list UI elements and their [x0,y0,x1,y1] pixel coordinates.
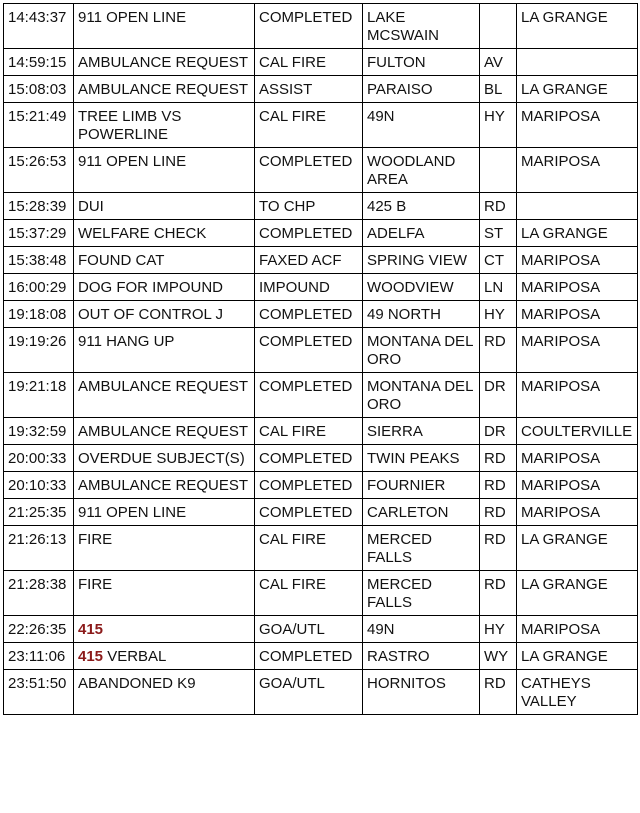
call-type-label: WELFARE CHECK [78,225,207,242]
disposition-cell: ASSIST [255,76,363,103]
call-type-cell [74,373,255,418]
time-cell: 15:26:53 [4,148,74,193]
call-type-cell [74,670,255,715]
street-suffix-cell: RD [480,193,517,220]
time-cell: 14:43:37 [4,4,74,49]
call-type-cell [74,76,255,103]
call-type-cell [74,616,255,643]
time-cell: 15:37:29 [4,220,74,247]
disposition-cell: COMPLETED [255,301,363,328]
street-cell: WOODVIEW [363,274,480,301]
table-row [4,472,638,499]
disposition-cell: COMPLETED [255,328,363,373]
city-cell [517,49,638,76]
call-type-label: FIRE [78,576,113,593]
disposition-cell: COMPLETED [255,148,363,193]
time-cell: 23:51:50 [4,670,74,715]
disposition-cell: COMPLETED [255,499,363,526]
disposition-cell: TO CHP [255,193,363,220]
city-cell [517,193,638,220]
city-cell: MARIPOSA [517,373,638,418]
time-cell: 19:32:59 [4,418,74,445]
street-cell: 49 NORTH [363,301,480,328]
call-type-cell [74,49,255,76]
street-cell: RASTRO [363,643,480,670]
city-cell: MARIPOSA [517,274,638,301]
city-cell: MARIPOSA [517,472,638,499]
table-row [4,193,638,220]
table-row [4,373,638,418]
time-cell: 19:21:18 [4,373,74,418]
street-cell: SIERRA [363,418,480,445]
time-cell: 22:26:35 [4,616,74,643]
call-type-label: FOUND CAT [78,252,165,269]
city-cell: MARIPOSA [517,445,638,472]
call-type-cell [74,301,255,328]
street-cell: ADELFA [363,220,480,247]
time-cell: 21:28:38 [4,571,74,616]
disposition-cell: CAL FIRE [255,418,363,445]
city-cell: LA GRANGE [517,571,638,616]
disposition-cell: COMPLETED [255,220,363,247]
street-cell: MONTANA DEL ORO [363,373,480,418]
table-row [4,103,638,148]
call-type-label: ABANDONED K9 [78,675,196,692]
call-type-label: OUT OF CONTROL J [78,306,224,323]
time-cell: 23:11:06 [4,643,74,670]
street-suffix-cell: DR [480,373,517,418]
table-row [4,571,638,616]
city-cell: MARIPOSA [517,148,638,193]
disposition-cell: FAXED ACF [255,247,363,274]
call-type-cell [74,418,255,445]
disposition-cell: COMPLETED [255,373,363,418]
call-type-cell [74,445,255,472]
street-cell: MONTANA DEL ORO [363,328,480,373]
time-cell: 19:18:08 [4,301,74,328]
disposition-cell: CAL FIRE [255,103,363,148]
call-type-cell [74,328,255,373]
street-suffix-cell: HY [480,301,517,328]
time-cell: 16:00:29 [4,274,74,301]
disposition-cell: CAL FIRE [255,49,363,76]
table-row [4,247,638,274]
call-type-cell [74,148,255,193]
table-row [4,499,638,526]
call-type-cell [74,526,255,571]
call-type-cell [74,247,255,274]
street-cell: HORNITOS [363,670,480,715]
city-cell: MARIPOSA [517,616,638,643]
street-cell: LAKE MCSWAIN [363,4,480,49]
time-cell: 19:19:26 [4,328,74,373]
city-cell: LA GRANGE [517,526,638,571]
call-type-label: AMBULANCE REQUEST [78,423,249,440]
call-code-label: 415 [78,621,104,638]
street-suffix-cell: RD [480,571,517,616]
table-row [4,301,638,328]
street-cell: CARLETON [363,499,480,526]
call-type-label: 911 HANG UP [78,333,175,350]
call-type-cell [74,103,255,148]
street-suffix-cell [480,148,517,193]
street-suffix-cell [480,4,517,49]
street-suffix-cell: LN [480,274,517,301]
street-suffix-cell: RD [480,328,517,373]
call-type-cell [74,193,255,220]
table-row [4,670,638,715]
disposition-cell: CAL FIRE [255,526,363,571]
time-cell: 20:10:33 [4,472,74,499]
city-cell: MARIPOSA [517,328,638,373]
street-suffix-cell: RD [480,445,517,472]
table-row [4,49,638,76]
disposition-cell: GOA/UTL [255,616,363,643]
disposition-cell: CAL FIRE [255,571,363,616]
time-cell: 21:25:35 [4,499,74,526]
street-suffix-cell: RD [480,670,517,715]
table-row [4,4,638,49]
street-cell: MERCED FALLS [363,571,480,616]
call-type-label: DOG FOR IMPOUND [78,279,223,296]
street-suffix-cell: ST [480,220,517,247]
call-type-label: TREE LIMB VS POWERLINE [78,108,186,143]
street-cell: 49N [363,616,480,643]
call-type-label: AMBULANCE REQUEST [78,81,249,98]
call-code-label: 415 [78,648,104,665]
time-cell: 15:28:39 [4,193,74,220]
street-cell: TWIN PEAKS [363,445,480,472]
table-row [4,220,638,247]
disposition-cell: IMPOUND [255,274,363,301]
street-cell: FULTON [363,49,480,76]
call-type-label: FIRE [78,531,113,548]
time-cell: 14:59:15 [4,49,74,76]
city-cell: LA GRANGE [517,76,638,103]
street-suffix-cell: AV [480,49,517,76]
time-cell: 15:38:48 [4,247,74,274]
city-cell: LA GRANGE [517,4,638,49]
time-cell: 21:26:13 [4,526,74,571]
street-cell: MERCED FALLS [363,526,480,571]
call-type-label: 911 OPEN LINE [78,153,187,170]
call-type-label: AMBULANCE REQUEST [78,54,249,71]
table-row [4,76,638,103]
table-row [4,148,638,193]
city-cell: LA GRANGE [517,220,638,247]
street-suffix-cell: CT [480,247,517,274]
street-suffix-cell: RD [480,499,517,526]
street-cell: SPRING VIEW [363,247,480,274]
street-cell: 49N [363,103,480,148]
disposition-cell: COMPLETED [255,643,363,670]
time-cell: 20:00:33 [4,445,74,472]
call-type-cell [74,499,255,526]
table-row [4,643,638,670]
call-type-cell [74,643,255,670]
call-type-label: 911 OPEN LINE [78,504,187,521]
city-cell: LA GRANGE [517,643,638,670]
table-row [4,616,638,643]
street-cell: PARAISO [363,76,480,103]
time-cell: 15:21:49 [4,103,74,148]
street-suffix-cell: BL [480,76,517,103]
city-cell: MARIPOSA [517,247,638,274]
city-cell: CATHEYS VALLEY [517,670,638,715]
street-cell: WOODLAND AREA [363,148,480,193]
disposition-cell: GOA/UTL [255,670,363,715]
table-row [4,274,638,301]
table-row [4,328,638,373]
call-type-label: DUI [78,198,104,215]
city-cell: MARIPOSA [517,499,638,526]
street-suffix-cell: HY [480,103,517,148]
street-suffix-cell: HY [480,616,517,643]
table-row [4,526,638,571]
call-type-label: OVERDUE SUBJECT(S) [78,450,245,467]
call-type-label: VERBAL [103,648,167,665]
call-type-label: AMBULANCE REQUEST [78,477,249,494]
table-row [4,445,638,472]
call-log-table [3,3,638,715]
disposition-cell: COMPLETED [255,4,363,49]
street-suffix-cell: DR [480,418,517,445]
call-type-label: AMBULANCE REQUEST [78,378,249,395]
disposition-cell: COMPLETED [255,445,363,472]
street-cell: FOURNIER [363,472,480,499]
street-cell: 425 B [363,193,480,220]
city-cell: COULTERVILLE [517,418,638,445]
city-cell: MARIPOSA [517,301,638,328]
call-type-cell [74,472,255,499]
street-suffix-cell: RD [480,472,517,499]
disposition-cell: COMPLETED [255,472,363,499]
call-type-cell [74,4,255,49]
call-log-body [4,4,638,715]
street-suffix-cell: WY [480,643,517,670]
city-cell: MARIPOSA [517,103,638,148]
street-suffix-cell: RD [480,526,517,571]
call-type-cell [74,571,255,616]
table-row [4,418,638,445]
time-cell: 15:08:03 [4,76,74,103]
call-type-cell [74,274,255,301]
call-type-cell [74,220,255,247]
call-type-label: 911 OPEN LINE [78,9,187,26]
